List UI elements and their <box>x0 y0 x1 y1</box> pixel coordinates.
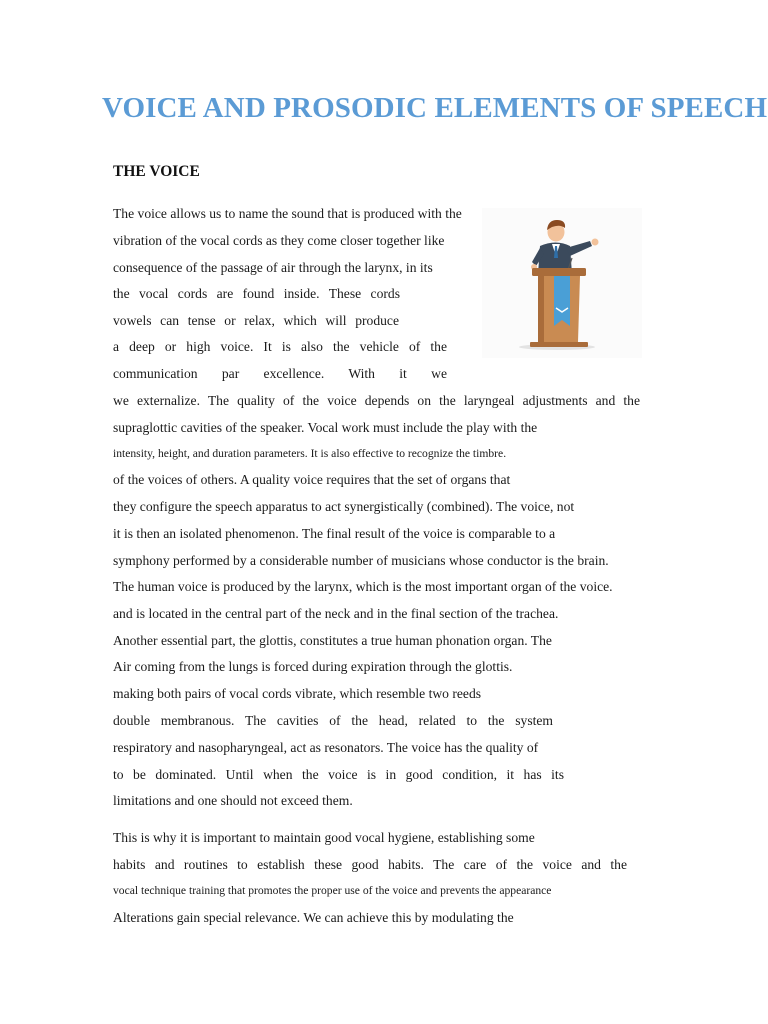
text-line: The human voice is produced by the larynx, which is the most important organ of the voice. <box>113 579 613 594</box>
text-line: the vocal cords are found inside. These cords <box>113 286 400 301</box>
text-line: and is located in the central part of the neck and in the final section of the trachea. <box>113 606 559 621</box>
text-line: habits and routines to establish these good habits. The care of the voice and the <box>113 857 627 872</box>
text-line: they configure the speech apparatus to act synergistically (combined). The voice, not <box>113 499 575 514</box>
text-line: it is then an isolated phenomenon. The final result of the voice is comparable to a <box>113 526 556 541</box>
text-line: a deep or high voice. It is also the vehicle of the <box>113 339 447 354</box>
text-line: vibration of the vocal cords as they come closer together like <box>113 233 445 248</box>
text-line: Alterations gain special relevance. We can achieve this by modulating the <box>113 910 514 925</box>
text-line: consequence of the passage of air through the larynx, in its <box>113 260 433 275</box>
text-line: of the voices of others. A quality voice requires that the set of organs that <box>113 472 511 487</box>
text-line: making both pairs of vocal cords vibrate, which resemble two reeds <box>113 686 482 701</box>
text-line: vowels can tense or relax, which will produce <box>113 313 399 328</box>
text-line: supraglottic cavities of the speaker. Vocal work must include the play with the <box>113 420 538 435</box>
text-line: communication par excellence. With it we <box>113 366 447 381</box>
text-line: symphony performed by a considerable number of musicians whose conductor is the brain. <box>113 553 609 568</box>
text-line: This is why it is important to maintain good vocal hygiene, establishing some <box>113 830 535 845</box>
text-line: Air coming from the lungs is forced during expiration through the glottis. <box>113 659 513 674</box>
text-line: The voice allows us to name the sound that is produced with the <box>113 206 462 221</box>
text-line: Another essential part, the glottis, constitutes a true human phonation organ. The <box>113 633 552 648</box>
text-line: respiratory and nasopharyngeal, act as resonators. The voice has the quality of <box>113 740 539 755</box>
text-line: vocal technique training that promotes the proper use of the voice and prevents the appearance <box>113 884 552 897</box>
text-line: intensity, height, and duration parameters. It is also effective to recognize the timbre. <box>113 447 507 460</box>
text-line: double membranous. The cavities of the head, related to the system <box>113 713 553 728</box>
text-line: we externalize. The quality of the voice depends on the laryngeal adjustments and the <box>113 393 640 408</box>
text-line: to be dominated. Until when the voice is in good condition, it has its <box>113 767 564 782</box>
speaker-at-podium-icon <box>482 208 642 358</box>
document-title: VOICE AND PROSODIC ELEMENTS OF SPEECH <box>102 92 768 124</box>
section-heading: THE VOICE <box>113 163 200 180</box>
text-line: limitations and one should not exceed them. <box>113 793 353 808</box>
